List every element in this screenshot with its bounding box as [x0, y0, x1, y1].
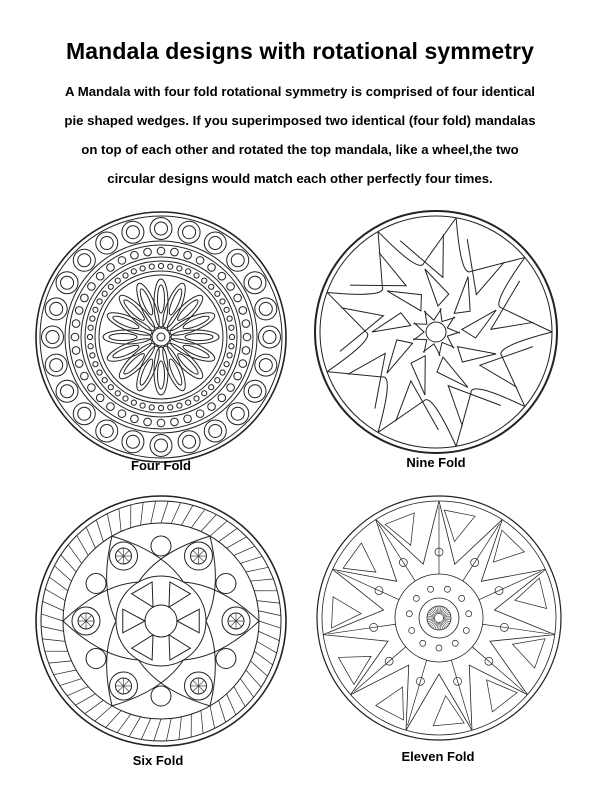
intro-line-2: pie shaped wedges. If you superimposed two identical (four fold) mandalas [64, 113, 536, 128]
six-fold-caption: Six Fold [132, 753, 184, 768]
four-fold-mandala-image [30, 210, 292, 464]
six-fold-mandala-image [30, 490, 292, 752]
intro-line-3: on top of each other and rotated the top mandala, like a wheel,the two [81, 142, 519, 157]
nine-fold-mandala-image [306, 207, 566, 457]
nine-fold-caption: Nine Fold [406, 455, 466, 470]
intro-line-1: A Mandala with four fold rotational symmetry is comprised of four identical [65, 84, 535, 99]
intro-line-4: circular designs would match each other perfectly four times. [107, 171, 493, 186]
eleven-fold-mandala-image [315, 490, 563, 746]
four-fold-caption: Four Fold [131, 458, 191, 473]
page-title: Mandala designs with rotational symmetry [66, 38, 534, 64]
eleven-fold-caption: Eleven Fold [401, 749, 475, 764]
